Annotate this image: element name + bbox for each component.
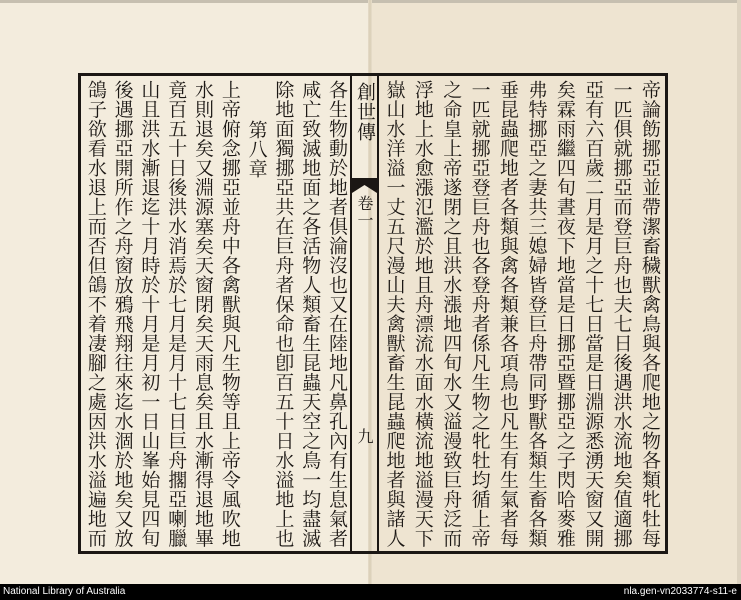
text-column: 亞有六百歲二月是月之十七日當是日淵源悉湧天窗又開 xyxy=(582,80,605,548)
text-column: 帝論飭挪亞並帶潔畜穢獸禽鳥與各爬地之物各類牝牡每 xyxy=(639,80,661,548)
image-identifier: nla.gen-vn2033774-s11-e xyxy=(623,586,737,597)
left-page-text xyxy=(82,80,350,550)
library-name: National Library of Australia xyxy=(3,586,126,597)
text-column: 矣霖雨繼四旬晝夜下地當是日挪亞暨挪亞之子閃哈麥雅 xyxy=(553,80,576,548)
text-column: 弗特挪亞之妻共三媳婦皆登巨舟帶同野獸各類生畜各類 xyxy=(525,80,548,548)
text-column: 鴿子欲看水退上而否但鴿不着凄腳之處因洪水溢遍地而 xyxy=(84,80,107,548)
text-column: 咸亡致滅地面之各活物人類畜生昆蟲天空之鳥一均盡滅 xyxy=(299,80,322,548)
text-column: 上帝俯念挪亞並舟中各禽獸與凡生物等且上帝令風吹地 xyxy=(218,80,241,548)
text-column: 竟百五十日後洪水消焉於七月是月十七日巨舟擱亞喇臘 xyxy=(165,80,188,548)
text-column: 垂昆蟲爬地者各類與禽各類兼各項鳥也凡生有生氣者每 xyxy=(497,80,520,548)
text-column: 浮地上水愈漲氾濫於地且舟漂流水面水橫流地溢漫天下 xyxy=(411,80,434,548)
text-column: 後遇挪亞開所作之舟窗放鴉飛翔往來迄水涸於地矣又放 xyxy=(111,80,134,548)
book-title: 創世傳 xyxy=(354,82,376,142)
text-column: 水則退矣又淵源塞矣天窗閉矣天雨息矣且水漸得退地畢 xyxy=(192,80,215,548)
fish-tail-mark-icon xyxy=(352,178,377,194)
chapter-heading: 第八章 xyxy=(245,120,268,179)
viewer-footer xyxy=(0,584,741,600)
text-column: 山且洪水漸退迄十月時於十月是月初一日山峯始見四旬 xyxy=(138,80,161,548)
text-column: 各生物動於地者俱淪沒也又在陸地凡鼻孔內有生息氣者 xyxy=(326,80,348,548)
right-page-text xyxy=(380,80,664,550)
text-column: 之命皇上帝遂閉之且洪水漲地四旬水又溢漫致巨舟泛而 xyxy=(440,80,463,548)
center-column-right-rule xyxy=(377,73,379,554)
page-number: 九 xyxy=(355,428,374,444)
text-column: 嶽山水洋溢一丈五尺漫山夫禽獸畜生昆蟲爬地者與諸人 xyxy=(383,80,406,548)
volume-label: 卷一 xyxy=(355,195,374,229)
text-column: 除地面獨挪亞共在巨舟者保命也卽百五十日水溢地上也 xyxy=(272,80,295,548)
text-column: 一匹就挪亞登巨舟也各登舟者係凡生物之牝牡均循上帝 xyxy=(468,80,491,548)
center-column xyxy=(352,76,377,551)
text-column: 一匹俱就挪亞而登巨舟也夫七日後遇洪水流地矣值適挪 xyxy=(610,80,633,548)
scan-right-edge xyxy=(737,0,741,584)
